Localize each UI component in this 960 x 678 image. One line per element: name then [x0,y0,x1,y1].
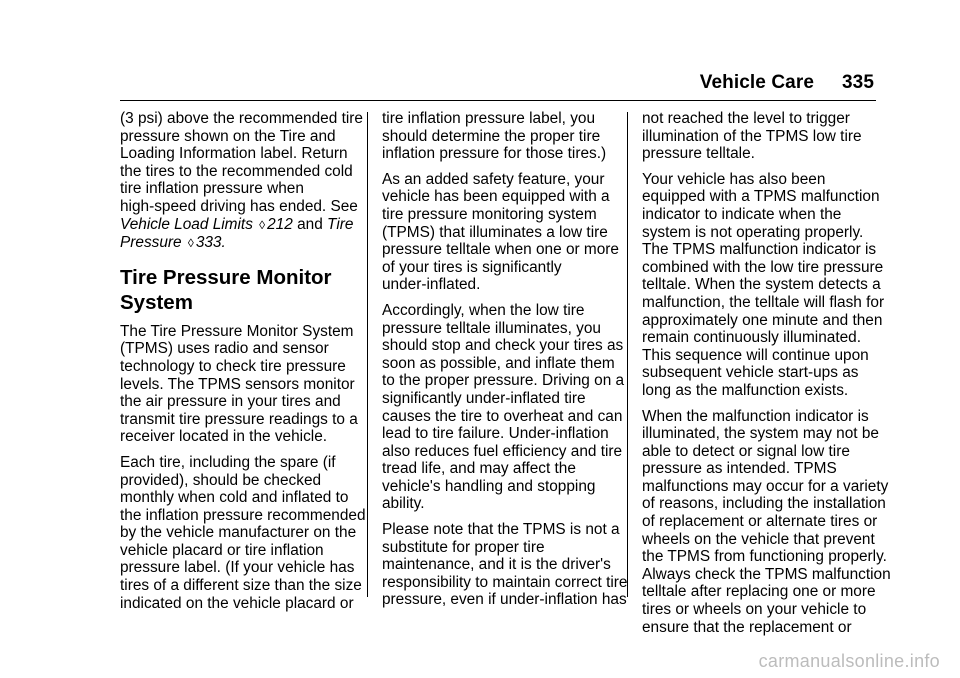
text-line: indicator to indicate when the [642,205,842,223]
text-line: When the malfunction indicator is [642,407,869,425]
paragraph [120,322,358,446]
text-line: monthly when cold and inflated to [120,489,349,507]
text-line: telltale. When the system detects a [642,276,881,294]
text-line: pressure label. (If your vehicle has [120,559,355,577]
text-line: pressure telltale. [642,145,755,163]
page-header [700,72,874,94]
text-line: levels. The TPMS sensors monitor [120,375,355,393]
paragraph [382,301,625,513]
text-line: pressure telltale when one or more [382,241,619,259]
text-line: responsibility to maintain correct tire [382,573,628,591]
tire-pressure-link[interactable]: Tire [327,215,354,233]
text-line: tire inflation pressure label, you [382,110,596,127]
text-line: tread life, and may affect the [382,460,576,478]
text-line: vehicle has been equipped with a [382,188,610,206]
text-line: As an added safety feature, your [382,170,605,188]
paragraph [642,407,891,637]
text-line: should determine the proper tire [382,127,601,145]
text-line: Loading Information label. Return [120,145,348,163]
text-line: transmit tire pressure readings to a [120,410,358,428]
text-line: vehicle placard or tire inflation [120,541,324,559]
paragraph [642,170,885,400]
text-line: malfunction, the telltale will flash for [642,293,885,311]
text-line: of reasons, including the installation [642,495,886,513]
text-line: Accordingly, when the low tire [382,301,585,319]
text-line: (TPMS) uses radio and sensor [120,340,329,358]
text-line: vehicle's handling and stopping [382,477,596,495]
text-line: the TPMS from functioning properly. [642,548,887,566]
text-line: high-speed driving has ended. See [120,197,358,215]
text-line: inflation pressure for those tires.) [382,145,607,163]
text-line: Each tire, including the spare (if [120,453,336,471]
text-line: under-inflated. [382,276,481,294]
text-line: ensure that the replacement or [642,618,852,636]
text-line: able to detect or signal low tire [642,442,850,460]
page-number: 335 [841,72,874,93]
text-line: malfunctions may occur for a variety [642,477,889,495]
column-3 [642,110,891,644]
text-line: of your tires is significantly [382,258,562,276]
text-line: (TPMS) that illuminates a low tire [382,223,608,241]
header-rule [120,100,876,101]
text-line: pressure as intended. TPMS [642,460,837,478]
column-2 [382,110,628,617]
text-line: not reached the level to trigger [642,110,850,127]
text-line: pressure telltale illuminates, you [382,319,601,337]
text-line: wheels on the vehicle that prevent [642,530,875,548]
column-divider [627,112,628,597]
text-line: of replacement or alternate tires or [642,513,878,531]
text-line: telltale after replacing one or more [642,583,876,601]
text-line: Your vehicle has also been [642,170,826,188]
page-ref-333[interactable]: 333. [195,234,226,252]
text-line: the air pressure in your tires and [120,393,341,411]
heading-line: Tire Pressure Monitor [120,265,332,289]
page-ref-212[interactable]: 212 [267,215,293,233]
text-line: causes the tire to overheat and can [382,407,623,425]
text-line: Always check the TPMS malfunction [642,565,891,583]
text-line: long as the malfunction exists. [642,381,849,399]
paragraph [120,110,363,253]
text-line: substitute for proper tire [382,538,545,556]
text-line: indicated on the vehicle placard or [120,594,354,612]
text-line: provided), should be checked [120,471,322,489]
text-line: significantly under-inflated tire [382,389,586,407]
text-line: remain continuously illuminated. [642,329,862,347]
text-line: ability. [382,495,425,513]
text-line: the inflation pressure recommended [120,506,366,524]
paragraph [642,110,878,163]
page-reference-icon: ◊ [187,236,194,251]
text-line: Please note that the TPMS is not a [382,521,620,539]
text-line: combined with the low tire pressure [642,258,884,276]
text-line [120,216,352,235]
text-line: This sequence will continue upon [642,346,869,364]
column-1 [120,110,366,620]
text-line: tire inflation pressure when [120,180,304,198]
text-line: (3 psi) above the recommended tire [120,110,363,127]
text-line: The Tire Pressure Monitor System [120,322,354,340]
text-line: tires or wheels on your vehicle to [642,601,867,619]
vehicle-load-limits-link[interactable]: Vehicle Load Limits [120,215,253,233]
paragraph [382,521,628,609]
paragraph [382,110,614,163]
text-line: maintenance, and it is the driver's [382,556,611,574]
text-line: by the vehicle manufacturer on the [120,524,357,542]
column-divider [367,112,368,597]
text-line: equipped with a TPMS malfunction [642,188,880,206]
section-heading [120,265,352,315]
text-line: receiver located in the vehicle. [120,428,328,446]
text-line: tires of a different size than the size [120,577,362,595]
text-line: illumination of the TPMS low tire [642,127,862,145]
text-line: to the proper pressure. Driving on a [382,372,625,390]
text-line: illuminated, the system may not be [642,425,879,443]
text-line: The TPMS malfunction indicator is [642,241,877,259]
text-line: tire pressure monitoring system [382,205,597,223]
text-line: system is not operating properly. [642,223,864,241]
paragraph [120,453,366,612]
text-line: approximately one minute and then [642,311,883,329]
text-line: also reduces fuel efficiency and tire [382,442,623,460]
page-reference-icon: ◊ [259,217,266,232]
text-line: should stop and check your tires as [382,337,624,355]
tire-pressure-link-cont[interactable]: Pressure [120,234,182,252]
section-title: Vehicle Care [699,72,814,93]
text-line: pressure shown on the Tire and [120,127,336,145]
paragraph [382,170,619,294]
text-line: technology to check tire pressure [120,357,346,375]
text-line: pressure, even if under-inflation has [382,591,627,609]
watermark: carmanualsonline.info [758,651,940,671]
heading-line: System [120,290,193,314]
text-line [120,234,352,253]
text-line: the tires to the recommended cold [120,162,353,180]
text-line: subsequent vehicle start-ups as [642,364,859,382]
text-line: soon as possible, and inflate them [382,354,615,372]
and-word: and [297,215,323,233]
text-line: lead to tire failure. Under-inflation [382,425,609,443]
